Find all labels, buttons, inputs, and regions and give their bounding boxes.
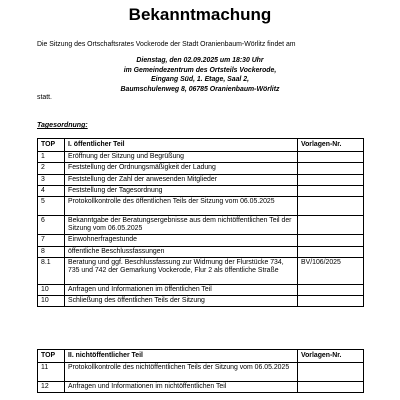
agenda-item-title: Protokollkontrolle des öffentlichen Teils der Sitzung vom 06.05.2025: [65, 197, 298, 216]
page-title: Bekanntmachung: [128, 5, 272, 24]
agenda-item-title: Bekanntgabe der Beratungsergebnisse aus dem nichtöffentlichen Teil der Sitzung vom 06.05.2025: [65, 216, 298, 235]
agenda-item-reference: [298, 174, 364, 185]
agenda-item-number: 1: [38, 152, 65, 163]
agenda-item-reference: [298, 197, 364, 216]
table-row: [38, 197, 364, 216]
closing-word: statt.: [37, 94, 52, 101]
agenda-item-number: 10: [38, 284, 65, 295]
column-header-reference: Vorlagen-Nr.: [298, 350, 364, 363]
agenda-item-title: Feststellung der Zahl der anwesenden Mitglieder: [65, 174, 298, 185]
agenda-item-number: 6: [38, 216, 65, 235]
table-row: [38, 257, 364, 284]
agenda-item-number: 12: [38, 382, 65, 393]
agenda-item-reference: [298, 296, 364, 307]
agenda-item-reference: [298, 163, 364, 174]
table-row: [38, 284, 364, 295]
meeting-room: Eingang Süd, 1. Etage, Saal 2,: [150, 76, 250, 84]
meeting-date-time: Dienstag, den 02.09.2025 um 18:30 Uhr: [136, 57, 264, 64]
agenda-item-reference: [298, 363, 364, 382]
public-agenda-table: [37, 138, 364, 307]
agenda-item-reference: [298, 235, 364, 246]
table-row: [38, 216, 364, 235]
agenda-item-reference: [298, 284, 364, 295]
agenda-item-reference: [298, 152, 364, 163]
meeting-venue: im Gemeindezentrum des Ortsteils Vockerode,: [123, 66, 277, 74]
private-agenda-table: [37, 349, 364, 393]
agenda-item-title: Einwohnerfragestunde: [65, 235, 298, 246]
agenda-item-title: Protokollkontrolle des nichtöffentlichen Teils der Sitzung vom 06.05.2025: [65, 363, 298, 382]
agenda-item-reference: [298, 382, 364, 393]
agenda-item-number: 10: [38, 296, 65, 307]
agenda-item-title: Beratung und ggf. Beschlussfassung zur Widmung der Flurstücke 734, 735 und 742 der Gemarkung Vockerode, Flur 2 als öffentliche Straße: [65, 257, 298, 284]
agenda-item-reference: BV/106/2025: [298, 257, 364, 284]
agenda-item-reference: [298, 216, 364, 235]
column-header-section: I. öffentlicher Teil: [65, 139, 298, 152]
table-header-row: [38, 350, 364, 363]
agenda-item-number: 7: [38, 235, 65, 246]
table-row: [38, 246, 364, 257]
table-row: [38, 382, 364, 393]
column-header-top: TOP: [38, 350, 65, 363]
intro-text: Die Sitzung des Ortschaftsrates Vockerode der Stadt Oranienbaum-Wörlitz findet am: [37, 41, 296, 48]
agenda-item-title: Schließung des öffentlichen Teils der Sitzung: [65, 296, 298, 307]
agenda-item-number: 3: [38, 174, 65, 185]
table-row: [38, 152, 364, 163]
table-row: [38, 235, 364, 246]
table-row: [38, 296, 364, 307]
agenda-item-number: 11: [38, 363, 65, 382]
table-row: [38, 163, 364, 174]
agenda-item-title: Feststellung der Tagesordnung: [65, 185, 298, 196]
agenda-item-number: 2: [38, 163, 65, 174]
column-header-reference: Vorlagen-Nr.: [298, 139, 364, 152]
agenda-item-reference: [298, 185, 364, 196]
agenda-item-title: Anfragen und Informationen im öffentlichen Teil: [65, 284, 298, 295]
column-header-top: TOP: [38, 139, 65, 152]
table-row: [38, 363, 364, 382]
meeting-details: [0, 56, 400, 94]
agenda-item-number: 8.1: [38, 257, 65, 284]
table-row: [38, 174, 364, 185]
agenda-item-number: 8: [38, 246, 65, 257]
agenda-item-number: 5: [38, 197, 65, 216]
agenda-item-number: 4: [38, 185, 65, 196]
column-header-section: II. nichtöffentlicher Teil: [65, 350, 298, 363]
agenda-item-title: Feststellung der Ordnungsmäßigkeit der Ladung: [65, 163, 298, 174]
agenda-heading: Tagesordnung:: [37, 122, 88, 129]
table-row: [38, 185, 364, 196]
agenda-item-title: Eröffnung der Sitzung und Begrüßung: [65, 152, 298, 163]
agenda-item-reference: [298, 246, 364, 257]
agenda-item-title: Anfragen und Informationen im nichtöffentlichen Teil: [65, 382, 298, 393]
agenda-item-title: öffentliche Beschlussfassungen: [65, 246, 298, 257]
meeting-address: Baumschulenweg 8, 06785 Oranienbaum-Wörlitz: [120, 85, 280, 93]
table-header-row: [38, 139, 364, 152]
